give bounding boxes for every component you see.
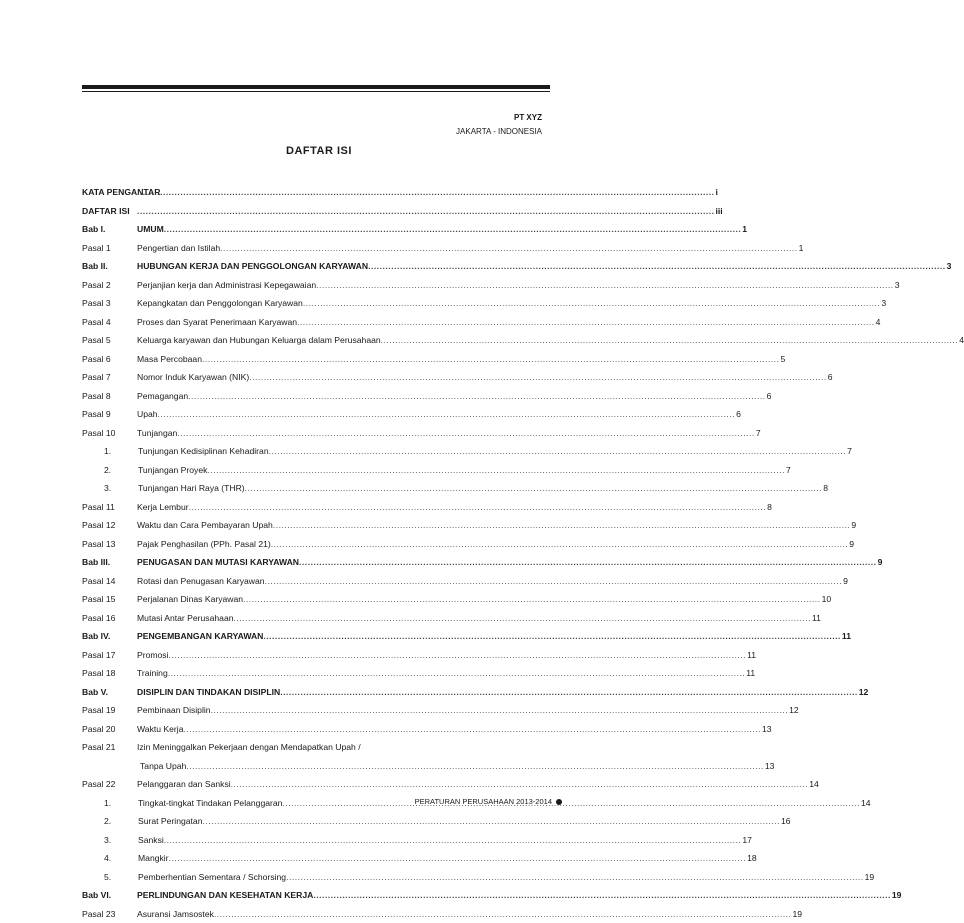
- toc-entry[interactable]: [82, 572, 462, 591]
- toc-entry[interactable]: [82, 812, 462, 831]
- toc-entry-code: Bab III.: [82, 553, 136, 572]
- toc-entry-code: Pasal 23: [82, 905, 136, 923]
- toc-entry-text: PERLINDUNGAN DAN KESEHATAN KERJA: [137, 886, 313, 905]
- toc-entry-title: [104, 849, 462, 868]
- toc-entry[interactable]: [82, 202, 462, 221]
- toc-entry-text: Tunjangan Hari Raya (THR): [138, 479, 245, 498]
- toc-entry-page: i: [715, 183, 718, 202]
- toc-entry-code: Pasal 1: [82, 239, 136, 258]
- toc-entry[interactable]: [82, 479, 462, 498]
- toc-entry-title: [137, 183, 462, 202]
- toc-entry-text: Pembinaan Disiplin: [137, 701, 211, 720]
- toc-entry-title: [137, 775, 462, 794]
- toc-entry-code: Pasal 5: [82, 331, 136, 350]
- dot-leader: [169, 646, 747, 665]
- toc-entry-title: [137, 553, 462, 572]
- toc-entry-page: 7: [785, 461, 791, 480]
- toc-entry-text: Pengertian dan Istilah: [137, 239, 220, 258]
- toc-entry-title: [137, 905, 462, 923]
- toc-entry-number: 2.: [104, 461, 138, 480]
- toc-entry-code: Pasal 13: [82, 535, 136, 554]
- toc-entry-title: [137, 313, 462, 332]
- dot-leader: [189, 498, 767, 517]
- dot-leader: [303, 294, 881, 313]
- toc-entry-title: [137, 757, 462, 776]
- toc-entry-text: Pemberhentian Sementara / Schorsing: [138, 868, 286, 887]
- toc-entry-text: Tingkat-tingkat Tindakan Pelanggaran: [138, 794, 282, 813]
- dot-leader: [169, 849, 747, 868]
- toc-entry[interactable]: [82, 405, 462, 424]
- toc-entry-text: DISIPLIN DAN TINDAKAN DISIPLIN: [137, 683, 280, 702]
- toc-entry-page: 8: [766, 498, 772, 517]
- toc-entry-title: [137, 294, 462, 313]
- page-footer: [415, 797, 562, 806]
- dot-leader: [202, 350, 780, 369]
- toc-entry-text: HUBUNGAN KERJA DAN PENGGOLONGAN KARYAWAN: [137, 257, 368, 276]
- toc-entry-title: [137, 350, 462, 369]
- toc-entry-code: Bab IV.: [82, 627, 136, 646]
- dot-leader: [158, 405, 736, 424]
- table-of-contents: [82, 183, 462, 923]
- toc-entry-page: 11: [745, 664, 755, 683]
- dot-leader: [211, 701, 789, 720]
- toc-entry-text: Upah: [137, 405, 158, 424]
- toc-entry[interactable]: [82, 886, 462, 905]
- toc-entry-text: Kepangkatan dan Penggolongan Karyawan: [137, 294, 303, 313]
- toc-entry-text: Tunjangan Proyek: [138, 461, 207, 480]
- page-title: DAFTAR ISI: [0, 145, 638, 157]
- toc-entry-page: 19: [864, 868, 875, 887]
- toc-entry-page: 6: [735, 405, 741, 424]
- toc-entry-page: 9: [842, 572, 848, 591]
- dot-leader: [249, 368, 827, 387]
- toc-entry[interactable]: [82, 368, 462, 387]
- toc-entry[interactable]: [82, 868, 462, 887]
- toc-entry-text: Pajak Penghasilan (PPh. Pasal 21): [137, 535, 271, 554]
- toc-entry-title: [137, 701, 462, 720]
- dot-leader: [207, 461, 785, 480]
- toc-entry-title: [137, 368, 462, 387]
- toc-entry[interactable]: [82, 849, 462, 868]
- toc-entry-page: 12: [858, 683, 869, 702]
- toc-entry-text: Rotasi dan Penugasan Karyawan: [137, 572, 265, 591]
- toc-entry[interactable]: [82, 664, 462, 683]
- toc-entry-page: 14: [860, 794, 871, 813]
- toc-entry-page: 11: [746, 646, 756, 665]
- toc-entry-page: 13: [764, 757, 775, 776]
- toc-entry[interactable]: [82, 720, 462, 739]
- toc-entry-number: 3.: [104, 831, 138, 850]
- dot-leader: [231, 775, 809, 794]
- toc-entry-text: Izin Meninggalkan Pekerjaan dengan Mendapatkan Upah /: [137, 738, 361, 757]
- toc-entry-page: 10: [821, 590, 832, 609]
- toc-entry-page: 7: [846, 442, 852, 461]
- dot-leader: [299, 553, 877, 572]
- toc-entry-title: [137, 609, 462, 628]
- toc-entry-code: Pasal 14: [82, 572, 136, 591]
- toc-entry-code: Pasal 20: [82, 720, 136, 739]
- toc-entry-page: 14: [808, 775, 819, 794]
- toc-entry-title: [137, 886, 462, 905]
- toc-entry-text: Kerja Lembur: [137, 498, 189, 517]
- toc-entry[interactable]: [82, 757, 462, 776]
- toc-entry-code: Bab I.: [82, 220, 136, 239]
- toc-entry-text: Mangkir: [138, 849, 169, 868]
- toc-entry-text: Waktu dan Cara Pembayaran Upah: [137, 516, 273, 535]
- toc-entry-page: 16: [780, 812, 791, 831]
- toc-entry-title: [137, 498, 462, 517]
- toc-entry-code: Pasal 4: [82, 313, 136, 332]
- toc-entry-text: Tunjungan Kedisiplinan Kehadiran: [138, 442, 269, 461]
- toc-entry-page: 11: [811, 609, 821, 628]
- dot-leader: [316, 276, 894, 295]
- dot-leader: [164, 831, 742, 850]
- toc-entry[interactable]: [82, 905, 462, 923]
- toc-entry-code: Pasal 15: [82, 590, 136, 609]
- toc-entry-page: 7: [755, 424, 761, 443]
- dot-leader: [280, 683, 858, 702]
- toc-entry-title: [137, 683, 462, 702]
- toc-entry-code: Pasal 7: [82, 368, 136, 387]
- toc-entry-text: Surat Peringatan: [138, 812, 203, 831]
- dot-leader: [164, 220, 742, 239]
- toc-entry[interactable]: [82, 294, 462, 313]
- toc-entry[interactable]: [82, 424, 462, 443]
- toc-entry-code: Pasal 21: [82, 738, 136, 757]
- toc-entry-title: [137, 535, 462, 554]
- footer-text: PERATURAN PERUSAHAAN 2013-2014: [415, 797, 552, 806]
- toc-entry-code: Pasal 9: [82, 405, 136, 424]
- toc-entry-title: [104, 794, 462, 813]
- toc-entry-text: Asuransi Jamsostek: [137, 905, 214, 923]
- toc-entry-text: Mutasi Antar Perusahaan: [137, 609, 234, 628]
- dot-leader: [243, 590, 821, 609]
- toc-entry-code: Pasal 10: [82, 424, 136, 443]
- toc-entry-code: KATA PENGANTAR: [82, 183, 136, 202]
- toc-entry-title: [137, 276, 462, 295]
- toc-entry-title: [137, 572, 462, 591]
- toc-entry-text: UMUM: [137, 220, 164, 239]
- toc-entry[interactable]: [82, 350, 462, 369]
- toc-entry[interactable]: [82, 257, 462, 276]
- toc-entry-title: [137, 387, 462, 406]
- toc-entry-title: [137, 424, 462, 443]
- toc-entry-code: Pasal 16: [82, 609, 136, 628]
- toc-entry-title: [104, 868, 462, 887]
- toc-entry-text: Tanpa Upah: [137, 757, 186, 776]
- toc-entry-code: Pasal 3: [82, 294, 136, 313]
- toc-entry-page: 3: [894, 276, 900, 295]
- toc-entry-code: Pasal 19: [82, 701, 136, 720]
- toc-entry-code: Bab VI.: [82, 886, 136, 905]
- header-rule-thick: [82, 85, 550, 89]
- toc-entry-page: 5: [780, 350, 786, 369]
- toc-entry[interactable]: [82, 387, 462, 406]
- dot-leader: [184, 720, 762, 739]
- toc-entry-page: 19: [791, 905, 802, 923]
- dot-leader: [186, 757, 764, 776]
- toc-entry-code: Pasal 22: [82, 775, 136, 794]
- dot-leader: [234, 609, 812, 628]
- toc-entry-text: Tunjangan: [137, 424, 177, 443]
- toc-entry[interactable]: [82, 220, 462, 239]
- toc-entry-code: Bab II.: [82, 257, 136, 276]
- toc-entry-title: [137, 257, 462, 276]
- toc-entry[interactable]: [82, 183, 462, 202]
- toc-entry-page: 3: [880, 294, 886, 313]
- dot-leader: [368, 257, 946, 276]
- toc-entry[interactable]: [82, 590, 462, 609]
- toc-entry-code: Pasal 12: [82, 516, 136, 535]
- toc-entry-page: 18: [746, 849, 757, 868]
- toc-entry-page: 3: [946, 257, 952, 276]
- toc-entry-text: Nomor Induk Karyawan (NIK): [137, 368, 249, 387]
- company-name: PT XYZ: [514, 113, 542, 122]
- toc-entry-text: Keluarga karyawan dan Hubungan Keluarga dalam Perusahaan: [137, 331, 381, 350]
- toc-entry[interactable]: [82, 683, 462, 702]
- dot-leader: [273, 516, 851, 535]
- toc-entry-number: 1.: [104, 794, 138, 813]
- toc-entry[interactable]: [82, 627, 462, 646]
- toc-entry-page: 9: [877, 553, 883, 572]
- toc-entry[interactable]: [82, 442, 462, 461]
- toc-entry-title: [137, 516, 462, 535]
- toc-entry[interactable]: [82, 553, 462, 572]
- toc-entry-code: Pasal 18: [82, 664, 136, 683]
- toc-entry-page: 9: [848, 535, 854, 554]
- dot-leader: [203, 812, 781, 831]
- toc-entry-text: Promosi: [137, 646, 169, 665]
- toc-entry-text: Sanksi: [138, 831, 164, 850]
- toc-entry-page: 17: [741, 831, 752, 850]
- toc-entry-title: [104, 461, 462, 480]
- toc-entry-title: [137, 590, 462, 609]
- toc-entry-title: [137, 220, 462, 239]
- toc-entry-page: 1: [741, 220, 747, 239]
- toc-entry-page: 19: [891, 886, 902, 905]
- company-location: JAKARTA - INDONESIA: [456, 127, 542, 136]
- toc-entry-title: [104, 479, 462, 498]
- toc-entry-text: Pemagangan: [137, 387, 188, 406]
- dot-leader: [188, 387, 766, 406]
- dot-leader: [168, 664, 746, 683]
- toc-entry[interactable]: [82, 331, 462, 350]
- toc-entry-text: PENUGASAN DAN MUTASI KARYAWAN: [137, 553, 299, 572]
- toc-entry-code: Pasal 6: [82, 350, 136, 369]
- toc-entry-number: 2.: [104, 812, 138, 831]
- toc-entry-text: Pelanggaran dan Sanksi: [137, 775, 231, 794]
- toc-entry-title: [137, 405, 462, 424]
- dot-leader: [313, 886, 891, 905]
- toc-entry-text: Perjanjian kerja dan Administrasi Kepegawaian: [137, 276, 316, 295]
- dot-leader: [286, 868, 864, 887]
- toc-entry-page: iii: [715, 202, 723, 221]
- toc-entry-title: [137, 202, 462, 221]
- toc-entry-page: 4: [958, 331, 964, 350]
- toc-entry[interactable]: [82, 276, 462, 295]
- toc-entry-text: Proses dan Syarat Penerimaan Karyawan: [137, 313, 297, 332]
- toc-entry[interactable]: [82, 701, 462, 720]
- toc-entry-page: 11: [841, 627, 851, 646]
- dot-leader: [137, 183, 715, 202]
- bullet-icon: [556, 799, 562, 805]
- dot-leader: [297, 313, 875, 332]
- toc-entry[interactable]: [82, 775, 462, 794]
- toc-entry-code: Pasal 8: [82, 387, 136, 406]
- toc-entry-title: [137, 239, 462, 258]
- dot-leader: [214, 905, 792, 923]
- toc-entry[interactable]: [82, 738, 462, 757]
- dot-leader: [177, 424, 755, 443]
- toc-entry[interactable]: [82, 831, 462, 850]
- toc-entry-number: 1.: [104, 442, 138, 461]
- toc-entry-title: [104, 812, 462, 831]
- toc-entry-page: 13: [761, 720, 772, 739]
- toc-entry-code: Pasal 2: [82, 276, 136, 295]
- toc-entry-title: [137, 664, 462, 683]
- toc-entry-number: 4.: [104, 849, 138, 868]
- dot-leader: [265, 572, 843, 591]
- toc-entry-code: DAFTAR ISI: [82, 202, 136, 221]
- toc-entry[interactable]: [82, 646, 462, 665]
- toc-entry-page: 9: [850, 516, 856, 535]
- toc-entry[interactable]: [82, 516, 462, 535]
- toc-entry-title: [137, 720, 462, 739]
- dot-leader: [282, 794, 860, 813]
- dot-leader: [381, 331, 959, 350]
- toc-entry[interactable]: [82, 313, 462, 332]
- toc-entry-title: [137, 627, 462, 646]
- toc-entry[interactable]: [82, 461, 462, 480]
- toc-entry-text: Masa Percobaan: [137, 350, 202, 369]
- dot-leader: [269, 442, 847, 461]
- toc-entry-text: Waktu Kerja: [137, 720, 184, 739]
- toc-entry-page: 12: [788, 701, 799, 720]
- toc-entry-title: [137, 331, 462, 350]
- toc-entry-title: [104, 831, 462, 850]
- toc-entry[interactable]: [82, 239, 462, 258]
- toc-entry-title: [104, 442, 462, 461]
- toc-entry-page: 4: [875, 313, 881, 332]
- dot-leader: [263, 627, 841, 646]
- toc-entry-code: Bab V.: [82, 683, 136, 702]
- dot-leader: [271, 535, 849, 554]
- toc-entry-page: 8: [822, 479, 828, 498]
- toc-entry-title: [137, 738, 462, 757]
- toc-entry-number: 5.: [104, 868, 138, 887]
- toc-entry-text: Perjalanan Dinas Karyawan: [137, 590, 243, 609]
- toc-entry[interactable]: [82, 535, 462, 554]
- toc-entry[interactable]: [82, 609, 462, 628]
- toc-entry[interactable]: [82, 794, 462, 813]
- header-rule-thin: [82, 91, 550, 92]
- toc-entry-text: PENGEMBANGAN KARYAWAN: [137, 627, 263, 646]
- dot-leader: [245, 479, 823, 498]
- toc-entry-page: 1: [798, 239, 804, 258]
- toc-entry-title: [137, 646, 462, 665]
- toc-entry[interactable]: [82, 498, 462, 517]
- toc-entry-number: 3.: [104, 479, 138, 498]
- dot-leader: [220, 239, 798, 258]
- toc-entry-page: 6: [766, 387, 772, 406]
- toc-entry-page: 6: [827, 368, 833, 387]
- dot-leader: [137, 202, 715, 221]
- toc-entry-code: Pasal 11: [82, 498, 136, 517]
- toc-entry-text: Training: [137, 664, 168, 683]
- toc-entry-code: Pasal 17: [82, 646, 136, 665]
